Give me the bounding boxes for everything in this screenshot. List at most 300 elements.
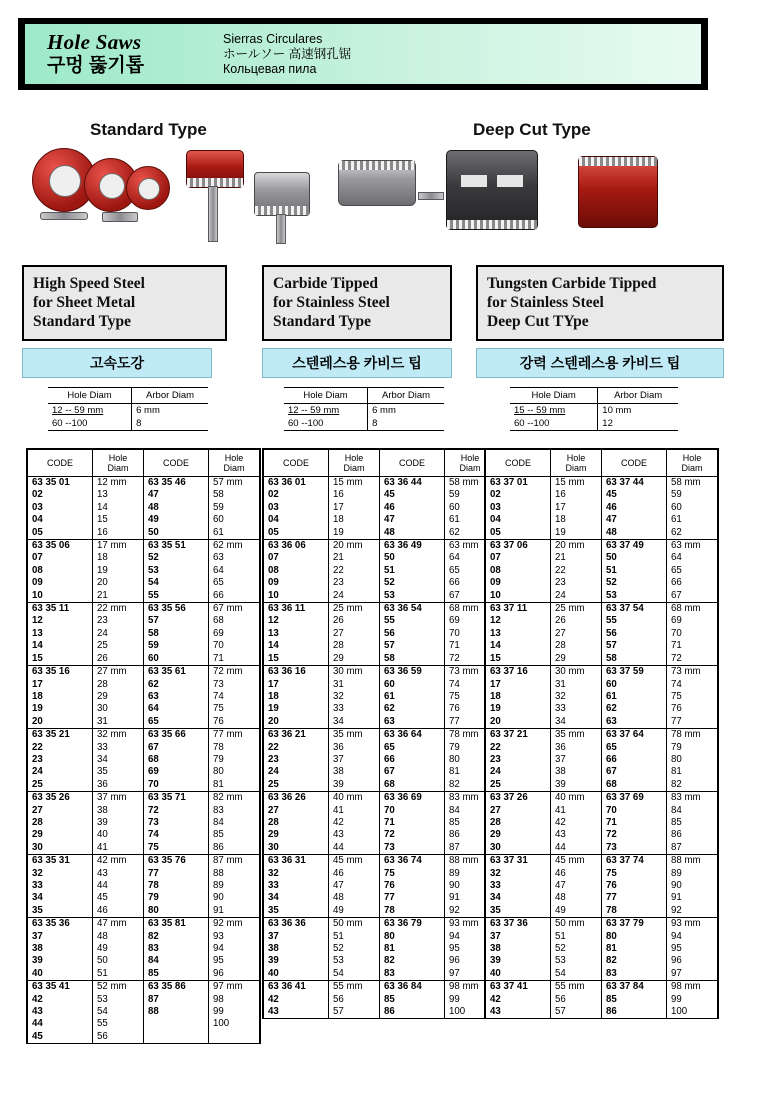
cell-code: 60 xyxy=(602,679,667,691)
cell-hole-diam: 75 xyxy=(445,691,496,703)
cell-hole-diam: 66 xyxy=(209,590,260,603)
cell-hole-diam: 71 xyxy=(209,653,260,666)
cell-code: 17 xyxy=(28,679,93,691)
cell-hole-diam: 71 xyxy=(667,640,718,652)
cell-hole-diam: 44 xyxy=(329,842,380,855)
cell-hole-diam: 17 xyxy=(551,502,602,514)
cell-code: 24 xyxy=(28,766,93,778)
cell-code: 17 xyxy=(486,679,551,691)
cell-hole-diam: 89 xyxy=(209,880,260,892)
cell-hole-diam: 75 xyxy=(209,703,260,715)
cell-code: 52 xyxy=(602,577,667,589)
cell-code: 51 xyxy=(602,565,667,577)
table-row xyxy=(28,955,260,967)
cell-code: 07 xyxy=(28,552,93,564)
cell-hole-diam: 64 xyxy=(667,552,718,564)
table-row xyxy=(28,1031,260,1043)
spec-1-row-1-hole: 12 -- 59 mm xyxy=(52,405,104,416)
cell-hole-diam: 79 xyxy=(667,742,718,754)
cell-code: 25 xyxy=(486,779,551,792)
cell-hole-diam: 33 xyxy=(551,703,602,715)
cell-code: 63 36 21 xyxy=(264,729,329,742)
spec-2-row-1-arbor: 6 mm xyxy=(368,404,444,418)
cell-code: 68 xyxy=(144,754,209,766)
cell-code: 28 xyxy=(264,817,329,829)
cell-hole-diam: 56 xyxy=(551,994,602,1006)
cell-hole-diam: 98 xyxy=(209,994,260,1006)
section-high-speed-steel xyxy=(22,265,227,431)
cell-hole-diam: 76 xyxy=(445,703,496,715)
cell-code: 03 xyxy=(264,502,329,514)
table-row xyxy=(486,489,718,501)
product-table-tungsten-carbide xyxy=(484,448,719,1019)
cell-hole-diam: 74 xyxy=(445,679,496,691)
cell-code: 67 xyxy=(602,766,667,778)
cell-hole-diam: 44 xyxy=(93,880,144,892)
cell-code: 33 xyxy=(28,880,93,892)
cell-hole-diam: 68 mm xyxy=(667,603,718,616)
table-0-header-0: CODE xyxy=(28,450,93,477)
cell-code: 75 xyxy=(380,868,445,880)
cell-code: 86 xyxy=(602,1006,667,1018)
table-row xyxy=(264,779,496,792)
cell-hole-diam: 40 mm xyxy=(551,792,602,805)
cell-hole-diam: 59 xyxy=(209,502,260,514)
table-row xyxy=(486,968,718,981)
cell-hole-diam: 76 xyxy=(209,716,260,729)
table-row xyxy=(486,829,718,841)
cell-code: 27 xyxy=(486,805,551,817)
cell-hole-diam: 35 mm xyxy=(551,729,602,742)
cell-hole-diam: 99 xyxy=(209,1006,260,1018)
cell-code: 32 xyxy=(264,868,329,880)
table-row xyxy=(486,615,718,627)
cell-code: 67 xyxy=(144,742,209,754)
cell-hole-diam: 25 mm xyxy=(329,603,380,616)
cell-hole-diam: 48 xyxy=(93,931,144,943)
table-row xyxy=(264,842,496,855)
cell-hole-diam: 37 mm xyxy=(93,792,144,805)
table-row xyxy=(264,817,496,829)
cell-code: 39 xyxy=(264,955,329,967)
cell-code: 80 xyxy=(144,905,209,918)
cell-hole-diam: 87 xyxy=(667,842,718,855)
cell-code: 25 xyxy=(28,779,93,792)
cell-hole-diam: 12 mm xyxy=(93,477,144,490)
hole-saw-photo-arbor-left xyxy=(40,212,88,220)
table-row xyxy=(264,968,496,981)
cell-code: 63 xyxy=(380,716,445,729)
cell-code: 13 xyxy=(486,628,551,640)
cell-code: 04 xyxy=(28,514,93,526)
table-row xyxy=(486,691,718,703)
cell-hole-diam: 78 mm xyxy=(445,729,496,742)
cell-hole-diam: 95 xyxy=(445,943,496,955)
cell-code: 85 xyxy=(380,994,445,1006)
cell-code: 63 36 16 xyxy=(264,666,329,679)
cell-code: 57 xyxy=(380,640,445,652)
cell-code: 47 xyxy=(380,514,445,526)
table-row xyxy=(486,868,718,880)
cell-hole-diam: 33 xyxy=(329,703,380,715)
cell-hole-diam: 24 xyxy=(329,590,380,603)
cell-hole-diam: 92 xyxy=(667,905,718,918)
table-row xyxy=(28,943,260,955)
cell-code: 22 xyxy=(264,742,329,754)
cell-code: 08 xyxy=(28,565,93,577)
cell-hole-diam: 58 mm xyxy=(667,477,718,490)
cell-code: 24 xyxy=(264,766,329,778)
cell-hole-diam: 23 xyxy=(93,615,144,627)
table-row xyxy=(264,552,496,564)
cell-code: 34 xyxy=(28,892,93,904)
table-row xyxy=(486,628,718,640)
cell-hole-diam: 69 xyxy=(445,615,496,627)
cell-code: 02 xyxy=(486,489,551,501)
cell-code: 38 xyxy=(28,943,93,955)
cell-hole-diam: 42 mm xyxy=(93,855,144,868)
cell-hole-diam: 34 xyxy=(329,716,380,729)
cell-code: 77 xyxy=(602,892,667,904)
cell-code: 63 36 36 xyxy=(264,918,329,931)
cell-code: 66 xyxy=(380,754,445,766)
table-row xyxy=(486,842,718,855)
cell-code: 25 xyxy=(264,779,329,792)
cell-code: 63 37 74 xyxy=(602,855,667,868)
table-row xyxy=(264,918,496,931)
cell-code: 32 xyxy=(486,868,551,880)
cell-code: 56 xyxy=(602,628,667,640)
cell-hole-diam: 94 xyxy=(445,931,496,943)
cell-hole-diam: 72 mm xyxy=(209,666,260,679)
cell-code: 70 xyxy=(602,805,667,817)
cell-hole-diam: 63 xyxy=(209,552,260,564)
cell-code: 63 36 06 xyxy=(264,540,329,553)
cell-hole-diam: 16 xyxy=(329,489,380,501)
cell-hole-diam: 65 xyxy=(667,565,718,577)
cell-code: 58 xyxy=(602,653,667,666)
cell-hole-diam xyxy=(209,1031,260,1043)
cell-hole-diam: 77 mm xyxy=(209,729,260,742)
cell-code: 35 xyxy=(264,905,329,918)
cell-hole-diam: 91 xyxy=(667,892,718,904)
section-1-title-line-1: High Speed Steel xyxy=(33,275,145,292)
cell-hole-diam: 15 mm xyxy=(329,477,380,490)
cell-hole-diam: 93 xyxy=(209,931,260,943)
cell-hole-diam: 73 xyxy=(209,679,260,691)
cell-hole-diam: 19 xyxy=(93,565,144,577)
section-3-title-korean: 강력 스텐레스용 카비드 팁 xyxy=(476,348,724,378)
cell-hole-diam: 58 xyxy=(209,489,260,501)
table-row xyxy=(264,805,496,817)
cell-hole-diam: 61 xyxy=(209,527,260,540)
cell-hole-diam: 38 xyxy=(329,766,380,778)
cell-code xyxy=(144,1018,209,1030)
table-row xyxy=(28,918,260,931)
cell-hole-diam: 30 xyxy=(93,703,144,715)
cell-hole-diam: 95 xyxy=(209,955,260,967)
table-row xyxy=(264,742,496,754)
spec-2-row-1-hole: 12 -- 59 mm xyxy=(288,405,340,416)
cell-code: 05 xyxy=(264,527,329,540)
cell-hole-diam: 32 xyxy=(551,691,602,703)
cell-code: 43 xyxy=(486,1006,551,1018)
cell-hole-diam: 26 xyxy=(93,653,144,666)
table-row xyxy=(264,628,496,640)
cell-code: 24 xyxy=(486,766,551,778)
cell-code: 77 xyxy=(144,868,209,880)
cell-code: 83 xyxy=(602,968,667,981)
cell-code: 07 xyxy=(486,552,551,564)
cell-code: 15 xyxy=(264,653,329,666)
cell-hole-diam: 19 xyxy=(551,527,602,540)
cell-hole-diam: 82 mm xyxy=(209,792,260,805)
cell-hole-diam: 83 xyxy=(209,805,260,817)
cell-code: 34 xyxy=(486,892,551,904)
cell-code: 15 xyxy=(28,653,93,666)
cell-code: 78 xyxy=(144,880,209,892)
table-1-header-1: Hole Diam xyxy=(329,450,380,477)
section-2-title-line-2: for Stainless Steel xyxy=(273,294,390,311)
cell-code: 63 37 06 xyxy=(486,540,551,553)
cell-hole-diam: 68 mm xyxy=(445,603,496,616)
cell-code: 33 xyxy=(264,880,329,892)
cell-hole-diam: 65 xyxy=(445,565,496,577)
cell-hole-diam: 90 xyxy=(445,880,496,892)
cell-code: 53 xyxy=(144,565,209,577)
cell-code: 20 xyxy=(486,716,551,729)
cell-hole-diam: 22 mm xyxy=(93,603,144,616)
cell-hole-diam: 77 xyxy=(667,716,718,729)
cell-code: 54 xyxy=(144,577,209,589)
cell-code: 28 xyxy=(486,817,551,829)
cell-code: 72 xyxy=(380,829,445,841)
table-row xyxy=(28,729,260,742)
cell-code: 48 xyxy=(380,527,445,540)
cell-hole-diam: 13 xyxy=(93,489,144,501)
cell-hole-diam: 98 mm xyxy=(445,981,496,994)
table-0-header-3: Hole Diam xyxy=(209,450,260,477)
table-row xyxy=(28,514,260,526)
cell-hole-diam: 64 xyxy=(209,565,260,577)
cell-hole-diam: 37 xyxy=(329,754,380,766)
table-row xyxy=(486,1006,718,1018)
cell-hole-diam: 84 xyxy=(667,805,718,817)
cell-hole-diam: 14 xyxy=(93,502,144,514)
cell-code: 15 xyxy=(486,653,551,666)
cell-code: 71 xyxy=(602,817,667,829)
table-row xyxy=(264,679,496,691)
cell-hole-diam: 57 xyxy=(551,1006,602,1018)
cell-code: 83 xyxy=(380,968,445,981)
cell-hole-diam: 45 xyxy=(93,892,144,904)
cell-hole-diam: 31 xyxy=(551,679,602,691)
cell-code: 56 xyxy=(380,628,445,640)
cell-hole-diam: 28 xyxy=(93,679,144,691)
cell-code: 05 xyxy=(486,527,551,540)
cell-hole-diam: 84 xyxy=(445,805,496,817)
cell-hole-diam: 94 xyxy=(209,943,260,955)
spec-2-row-2-arbor: 8 xyxy=(368,417,444,430)
cell-code: 58 xyxy=(380,653,445,666)
cell-code: 82 xyxy=(380,955,445,967)
cell-code: 63 36 49 xyxy=(380,540,445,553)
cell-hole-diam: 15 xyxy=(93,514,144,526)
cell-code: 02 xyxy=(28,489,93,501)
table-row xyxy=(264,716,496,729)
table-row xyxy=(486,552,718,564)
cell-code: 23 xyxy=(486,754,551,766)
cell-code: 63 35 51 xyxy=(144,540,209,553)
table-row xyxy=(264,729,496,742)
cell-code: 19 xyxy=(486,703,551,715)
cell-hole-diam: 31 xyxy=(93,716,144,729)
cell-code: 08 xyxy=(264,565,329,577)
cell-code: 09 xyxy=(28,577,93,589)
cell-hole-diam: 26 xyxy=(329,615,380,627)
section-2-title-line-1: Carbide Tipped xyxy=(273,275,378,292)
section-2-title-korean: 스텐레스용 카비드 팁 xyxy=(262,348,452,378)
cell-code: 64 xyxy=(144,703,209,715)
table-row xyxy=(264,489,496,501)
cell-code: 63 35 06 xyxy=(28,540,93,553)
table-row xyxy=(28,968,260,981)
cell-hole-diam: 57 mm xyxy=(209,477,260,490)
cell-hole-diam: 49 xyxy=(93,943,144,955)
cell-code: 63 37 59 xyxy=(602,666,667,679)
table-row xyxy=(28,590,260,603)
cell-code: 27 xyxy=(264,805,329,817)
cell-code: 14 xyxy=(28,640,93,652)
cell-code: 66 xyxy=(602,754,667,766)
cell-hole-diam: 38 xyxy=(93,805,144,817)
table-row xyxy=(264,603,496,616)
cell-hole-diam: 63 mm xyxy=(445,540,496,553)
deep-cut-saw-photo-red xyxy=(578,156,658,228)
cell-hole-diam: 61 xyxy=(445,514,496,526)
cell-code: 63 35 66 xyxy=(144,729,209,742)
table-0-grid xyxy=(27,449,260,1043)
table-row xyxy=(28,716,260,729)
cell-code: 63 36 11 xyxy=(264,603,329,616)
table-0-header-1: Hole Diam xyxy=(93,450,144,477)
cell-code: 23 xyxy=(264,754,329,766)
hole-saw-photo-arbor-silver xyxy=(276,214,286,244)
table-row xyxy=(264,477,496,490)
cell-hole-diam: 91 xyxy=(445,892,496,904)
table-row xyxy=(264,502,496,514)
cell-hole-diam: 56 xyxy=(93,1031,144,1043)
hole-saw-photo-large-silver xyxy=(338,160,416,206)
cell-code: 67 xyxy=(380,766,445,778)
cell-code: 04 xyxy=(264,514,329,526)
cell-hole-diam: 29 xyxy=(551,653,602,666)
cell-code: 63 37 31 xyxy=(486,855,551,868)
cell-hole-diam: 17 mm xyxy=(93,540,144,553)
table-row xyxy=(28,805,260,817)
table-row xyxy=(264,792,496,805)
spec-3-row-2-hole: 60 --100 xyxy=(514,418,550,429)
table-row xyxy=(28,766,260,778)
cell-hole-diam: 88 mm xyxy=(667,855,718,868)
cell-hole-diam: 53 xyxy=(551,955,602,967)
page-title-translations xyxy=(217,32,351,77)
table-1-grid xyxy=(263,449,496,1018)
cell-code: 73 xyxy=(602,842,667,855)
cell-code: 27 xyxy=(28,805,93,817)
cell-hole-diam: 39 xyxy=(551,779,602,792)
cell-hole-diam: 27 xyxy=(551,628,602,640)
cell-code: 44 xyxy=(28,1018,93,1030)
cell-hole-diam: 41 xyxy=(329,805,380,817)
cell-hole-diam: 94 xyxy=(667,931,718,943)
cell-hole-diam: 49 xyxy=(551,905,602,918)
cell-code: 09 xyxy=(264,577,329,589)
cell-hole-diam: 80 xyxy=(667,754,718,766)
cell-code: 73 xyxy=(144,817,209,829)
cell-code: 63 37 41 xyxy=(486,981,551,994)
cell-hole-diam: 66 xyxy=(667,577,718,589)
table-row xyxy=(486,805,718,817)
cell-hole-diam: 29 xyxy=(329,653,380,666)
cell-hole-diam: 29 xyxy=(93,691,144,703)
cell-code: 63 36 31 xyxy=(264,855,329,868)
cell-code: 14 xyxy=(264,640,329,652)
cell-code: 63 35 31 xyxy=(28,855,93,868)
cell-code: 38 xyxy=(264,943,329,955)
table-row xyxy=(486,918,718,931)
cell-hole-diam: 62 mm xyxy=(209,540,260,553)
cell-code: 84 xyxy=(144,955,209,967)
cell-hole-diam: 96 xyxy=(445,955,496,967)
cell-code: 07 xyxy=(264,552,329,564)
cell-hole-diam: 40 xyxy=(93,829,144,841)
table-row xyxy=(486,792,718,805)
cell-code: 05 xyxy=(28,527,93,540)
cell-code: 63 37 21 xyxy=(486,729,551,742)
cell-code: 10 xyxy=(28,590,93,603)
cell-code: 30 xyxy=(28,842,93,855)
cell-code: 19 xyxy=(264,703,329,715)
cell-code: 75 xyxy=(144,842,209,855)
cell-code: 53 xyxy=(380,590,445,603)
cell-hole-diam: 18 xyxy=(329,514,380,526)
cell-hole-diam: 39 xyxy=(329,779,380,792)
cell-hole-diam: 55 xyxy=(93,1018,144,1030)
cell-code: 18 xyxy=(486,691,551,703)
cell-code: 73 xyxy=(380,842,445,855)
cell-hole-diam: 73 mm xyxy=(445,666,496,679)
cell-code: 63 35 21 xyxy=(28,729,93,742)
cell-code: 03 xyxy=(486,502,551,514)
table-row xyxy=(264,666,496,679)
cell-hole-diam: 42 xyxy=(329,817,380,829)
table-row xyxy=(486,477,718,490)
table-row xyxy=(486,955,718,967)
cell-code: 63 35 36 xyxy=(28,918,93,931)
cell-code: 63 35 26 xyxy=(28,792,93,805)
table-row xyxy=(486,716,718,729)
table-row xyxy=(28,880,260,892)
table-row xyxy=(264,754,496,766)
section-2-title-line-3: Standard Type xyxy=(273,313,372,330)
cell-hole-diam: 27 mm xyxy=(93,666,144,679)
cell-code: 85 xyxy=(602,994,667,1006)
cell-hole-diam: 53 xyxy=(93,994,144,1006)
cell-hole-diam: 83 mm xyxy=(667,792,718,805)
table-row xyxy=(486,502,718,514)
table-row xyxy=(264,577,496,589)
